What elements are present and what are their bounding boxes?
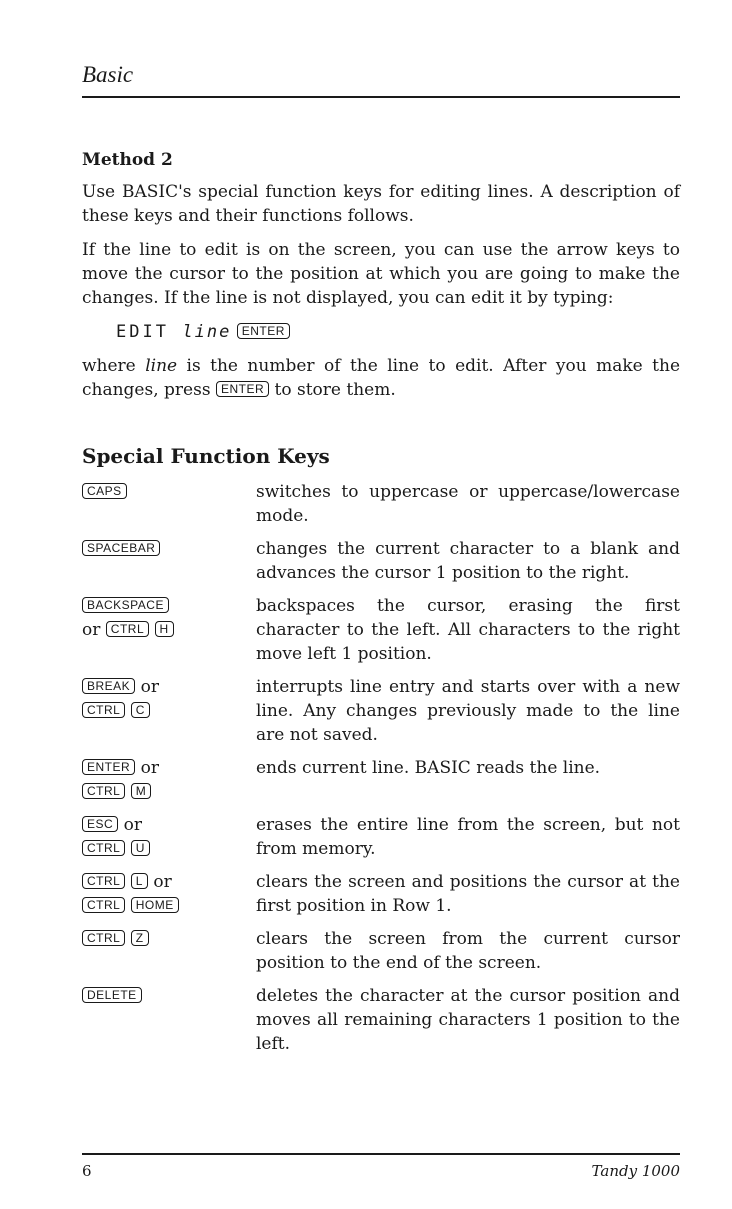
key-row-esc <box>82 813 680 870</box>
key-description: erases the entire line from the screen, but not from memory. <box>256 815 680 859</box>
code-keyword: EDIT <box>116 322 169 342</box>
key-row-break <box>82 675 680 756</box>
or-text: or <box>140 758 159 778</box>
key-description: backspaces the cursor, erasing the first character to the left. All characters to the right move left 1 position. <box>256 596 680 664</box>
key-row-clear-screen <box>82 870 680 927</box>
method-paragraph-2: If the line to edit is on the screen, you can use the arrow keys to move the cursor to the position at which you are going to make the changes. If the line is not displayed, you can edit it by typing: <box>82 240 680 308</box>
page-number: 6 <box>82 1162 92 1180</box>
header-rule <box>82 96 680 98</box>
ctrl-key-glyph: CTRL <box>82 702 125 718</box>
or-text: or <box>123 815 142 835</box>
l-key-glyph: L <box>131 873 148 889</box>
home-key-glyph: HOME <box>131 897 179 913</box>
key-description: interrupts line entry and starts over with a new line. Any changes previously made to the line are not saved. <box>256 677 680 745</box>
z-key-glyph: Z <box>131 930 149 946</box>
key-cell <box>82 927 256 984</box>
running-header-title: Basic <box>82 62 134 87</box>
ctrl-key-glyph: CTRL <box>82 783 125 799</box>
h-key-glyph: H <box>155 621 174 637</box>
key-row-backspace <box>82 594 680 675</box>
key-description: changes the current character to a blank and advances the cursor 1 position to the right. <box>256 539 680 583</box>
key-cell <box>82 870 256 927</box>
ctrl-key-glyph: CTRL <box>82 897 125 913</box>
key-cell <box>82 984 256 1065</box>
or-text: or <box>82 620 101 640</box>
edit-command-example <box>116 320 680 344</box>
key-description: ends current line. BASIC reads the line. <box>256 758 601 778</box>
ctrl-key-glyph: CTRL <box>82 873 125 889</box>
page-content <box>82 150 680 1065</box>
key-row-ctrl-z <box>82 927 680 984</box>
key-row-enter <box>82 756 680 813</box>
key-description: deletes the character at the cursor position and moves all remaining characters 1 position to the left. <box>256 986 680 1054</box>
key-description: clears the screen from the current cursor position to the end of the screen. <box>256 929 680 973</box>
key-cell <box>82 813 256 870</box>
enter-key-glyph: ENTER <box>216 381 269 397</box>
p3-mid: is the number of the line to edit. After you make the changes, press <box>82 356 680 400</box>
special-keys-table <box>82 480 680 1065</box>
spacebar-key-glyph: SPACEBAR <box>82 540 160 556</box>
ctrl-key-glyph: CTRL <box>82 840 125 856</box>
special-keys-heading: Special Function Keys <box>82 444 330 468</box>
p3-pre: where <box>82 356 146 376</box>
method-heading: Method 2 <box>82 150 173 170</box>
running-footer-title: Tandy 1000 <box>591 1162 680 1180</box>
method-paragraph-3 <box>82 354 680 402</box>
caps-key-glyph: CAPS <box>82 483 127 499</box>
c-key-glyph: C <box>131 702 150 718</box>
u-key-glyph: U <box>131 840 150 856</box>
ctrl-key-glyph: CTRL <box>82 930 125 946</box>
key-cell <box>82 756 256 813</box>
key-row-spacebar <box>82 537 680 594</box>
enter-key-glyph: ENTER <box>237 323 290 339</box>
code-argument: line <box>182 322 232 342</box>
m-key-glyph: M <box>131 783 152 799</box>
key-cell <box>82 594 256 675</box>
key-description: clears the screen and positions the cursor at the first position in Row 1. <box>256 872 680 916</box>
p3-post: to store them. <box>269 380 396 400</box>
key-cell <box>82 537 256 594</box>
key-cell <box>82 675 256 756</box>
p3-em: line <box>145 356 178 376</box>
or-text: or <box>140 677 159 697</box>
key-description: switches to uppercase or uppercase/lowercase mode. <box>256 482 680 526</box>
footer-rule <box>82 1153 680 1155</box>
key-row-delete <box>82 984 680 1065</box>
esc-key-glyph: ESC <box>82 816 118 832</box>
backspace-key-glyph: BACKSPACE <box>82 597 169 613</box>
key-cell <box>82 480 256 537</box>
break-key-glyph: BREAK <box>82 678 135 694</box>
ctrl-key-glyph: CTRL <box>106 621 149 637</box>
key-row-caps <box>82 480 680 537</box>
method-paragraph-1: Use BASIC's special function keys for editing lines. A description of these keys and their functions follows. <box>82 182 680 226</box>
or-text: or <box>153 872 172 892</box>
delete-key-glyph: DELETE <box>82 987 142 1003</box>
enter-key-glyph: ENTER <box>82 759 135 775</box>
